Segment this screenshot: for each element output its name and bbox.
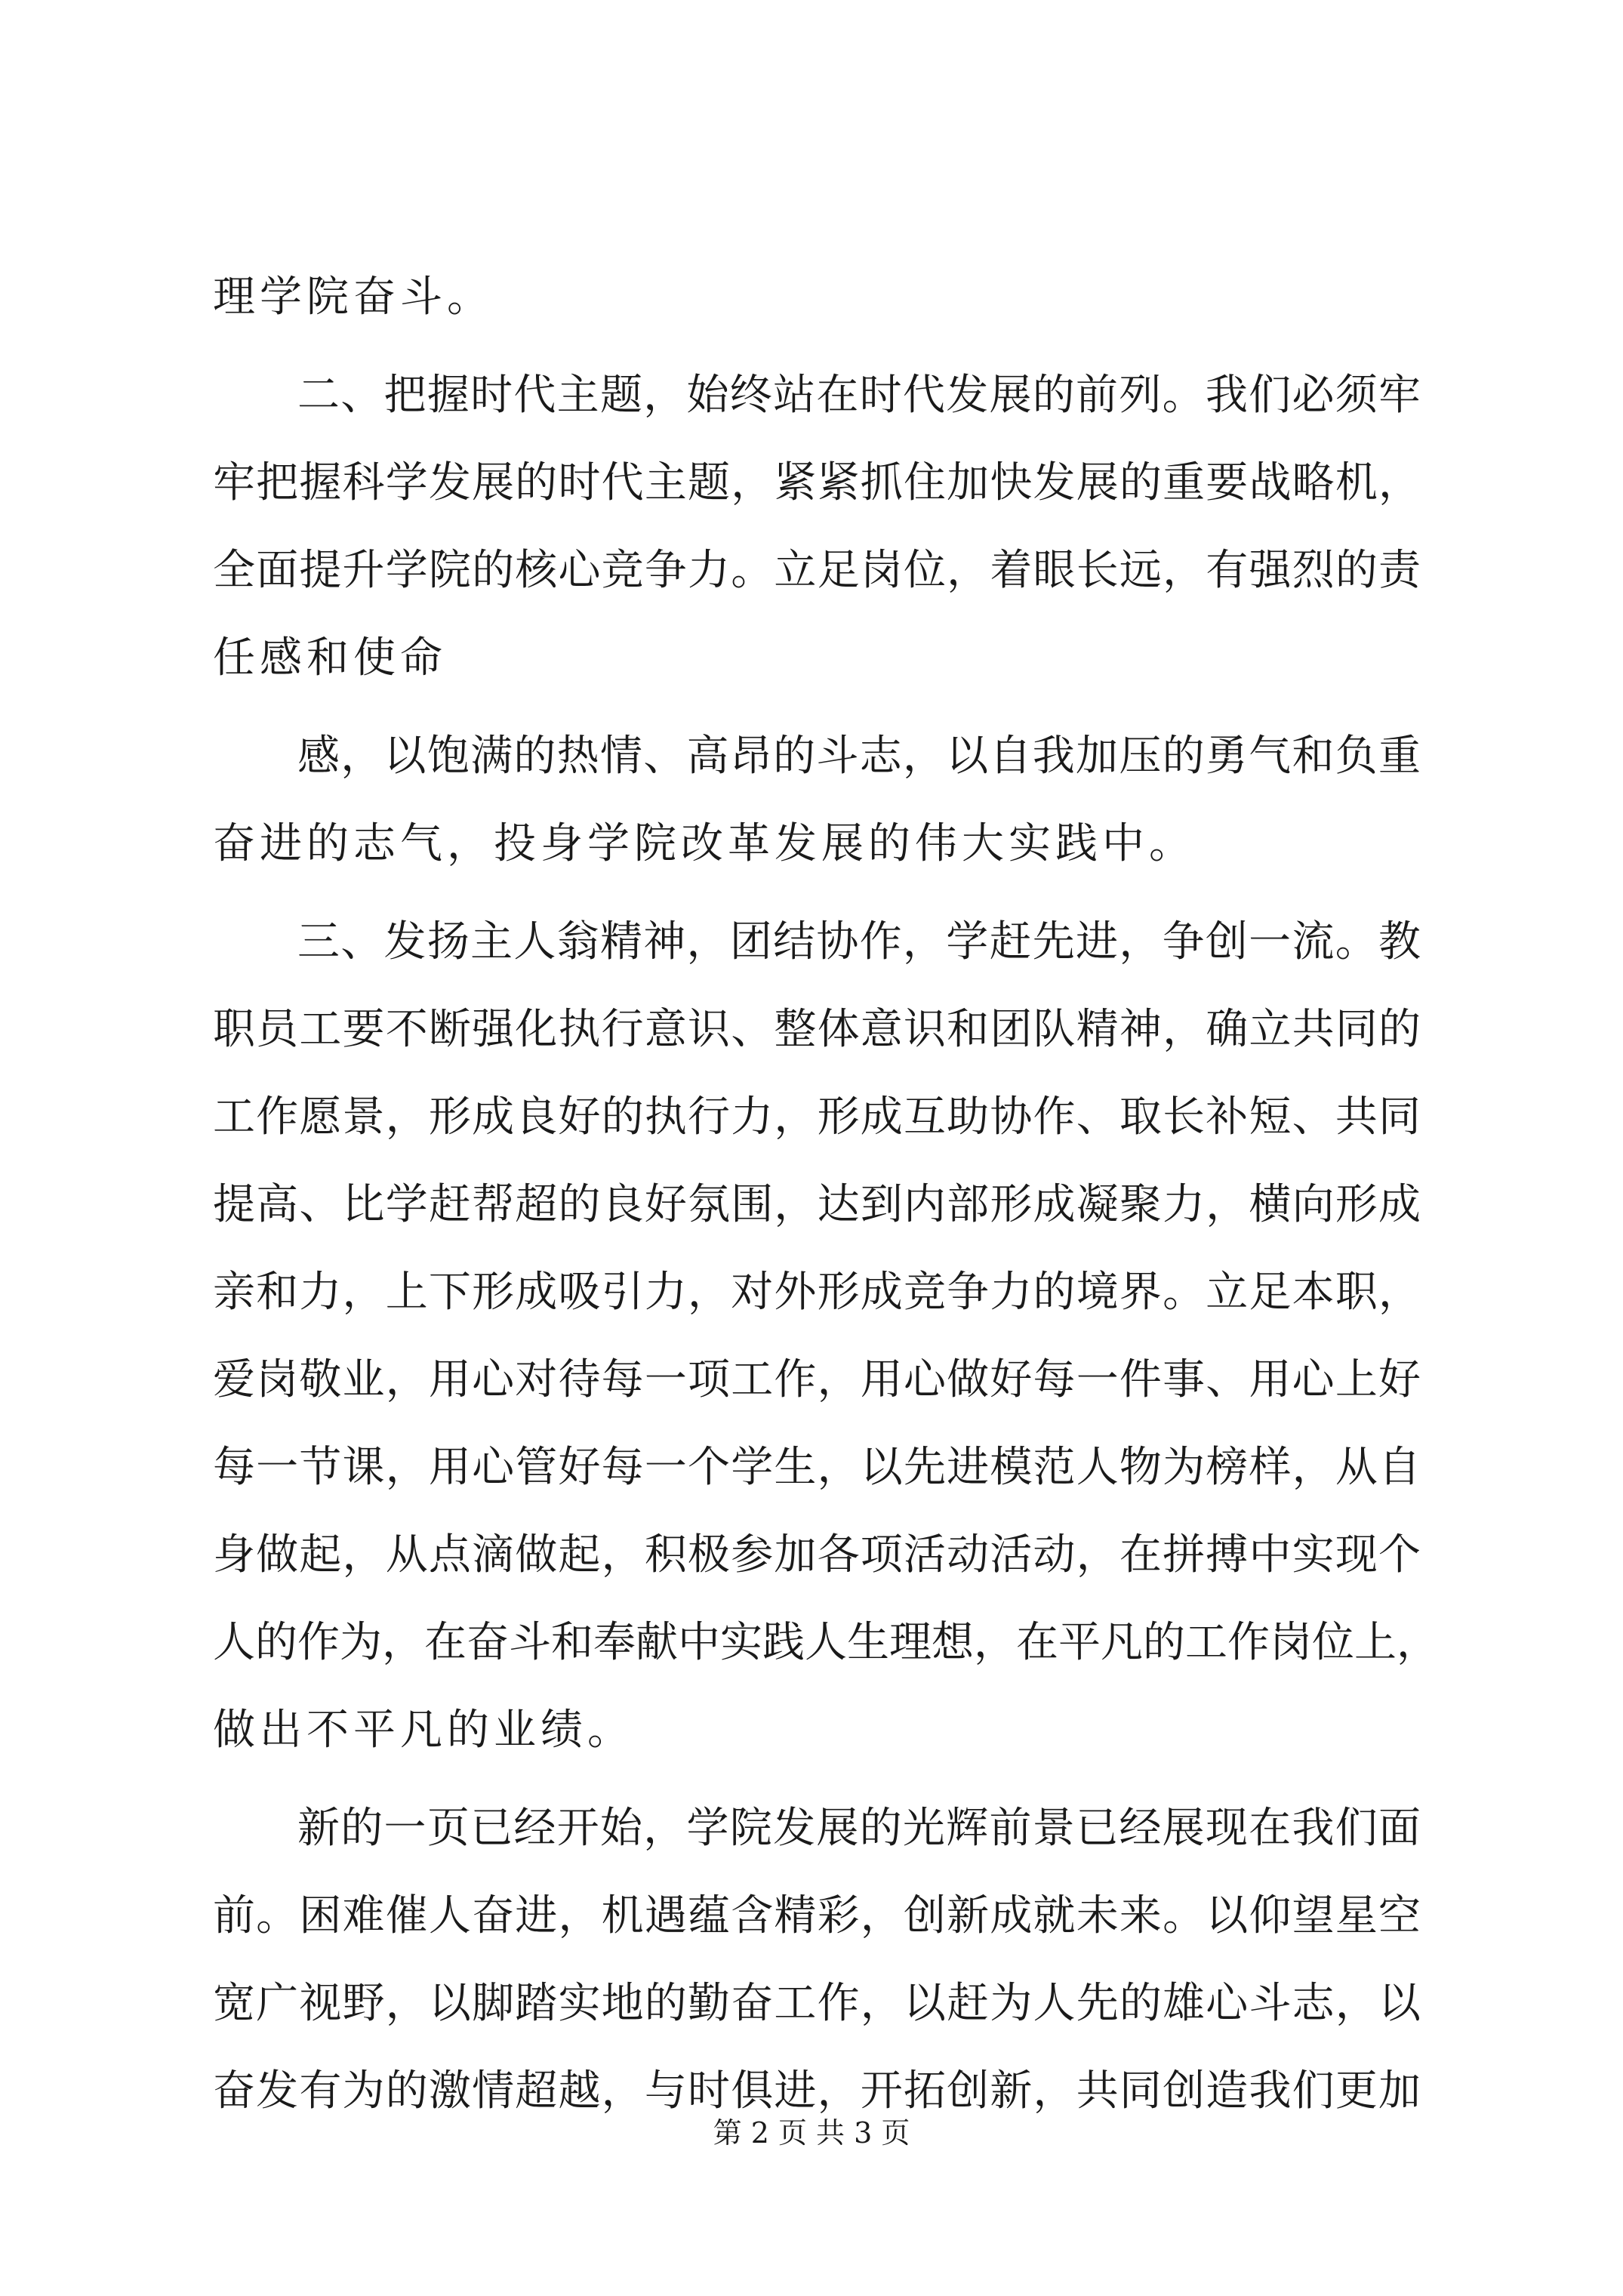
text-line: 理学院奋斗。 <box>213 273 494 322</box>
text-line: 奋发有为的激情超越，与时俱进，开拓创新，共同创造我们更加 <box>213 2066 1421 2116</box>
text-line: 身做起，从点滴做起，积极参加各项活动活动，在拼搏中实现个 <box>213 1530 1421 1579</box>
text-line: 提高、比学赶帮超的良好氛围，达到内部形成凝聚力，横向形成 <box>213 1180 1421 1229</box>
text-line: 前。困难催人奋进，机遇蕴含精彩，创新成就未来。以仰望星空 <box>213 1891 1421 1940</box>
text-line: 三、发扬主人翁精神，团结协作，学赶先进，争创一流。教 <box>297 917 1421 966</box>
document-body <box>213 254 1439 2135</box>
page-number-footer: 第 2 页 共 3 页 <box>713 2116 910 2150</box>
text-line: 亲和力，上下形成吸引力，对外形成竞争力的境界。立足本职， <box>213 1268 1421 1317</box>
text-line: 感，以饱满的热情、高昂的斗志，以自我加压的勇气和负重 <box>297 732 1421 781</box>
text-line: 做出不平凡的业绩。 <box>213 1706 634 1755</box>
text-line: 牢把握科学发展的时代主题，紧紧抓住加快发展的重要战略机， <box>213 458 1421 507</box>
text-line: 宽广视野，以脚踏实地的勤奋工作，以赶为人先的雄心斗志，以 <box>213 1979 1421 2028</box>
text-line: 奋进的志气，投身学院改革发展的伟大实践中。 <box>213 819 1196 868</box>
text-line: 爱岗敬业，用心对待每一项工作，用心做好每一件事、用心上好 <box>213 1355 1421 1404</box>
text-line: 任感和使命 <box>213 633 447 683</box>
text-line: 二、把握时代主题，始终站在时代发展的前列。我们必须牢 <box>297 371 1421 420</box>
text-line: 人的作为，在奋斗和奉献中实践人生理想，在平凡的工作岗位上， <box>213 1618 1439 1667</box>
text-line: 每一节课，用心管好每一个学生，以先进模范人物为榜样，从自 <box>213 1443 1421 1492</box>
text-line: 全面提升学院的核心竞争力。立足岗位，着眼长远，有强烈的责 <box>213 546 1421 595</box>
text-line: 工作愿景，形成良好的执行力，形成互助协作、取长补短、共同 <box>213 1093 1421 1142</box>
text-line: 职员工要不断强化执行意识、整体意识和团队精神，确立共同的 <box>213 1005 1421 1054</box>
text-line: 新的一页已经开始，学院发展的光辉前景已经展现在我们面 <box>297 1804 1421 1853</box>
